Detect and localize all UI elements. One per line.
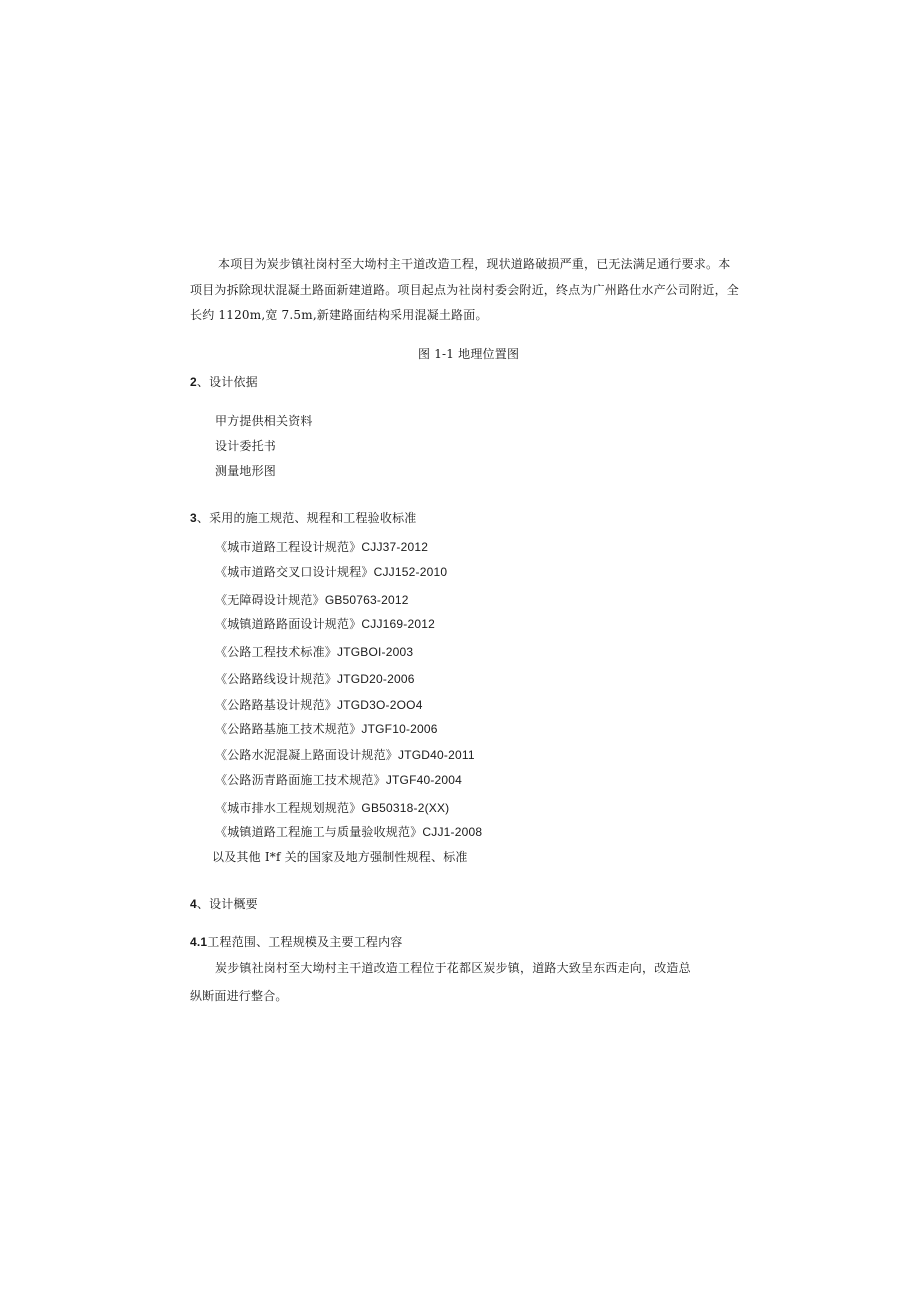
standard-item	[215, 564, 447, 580]
section-4-number: 4	[190, 897, 197, 911]
section-4-title: 、设计概要	[196, 897, 258, 911]
section-2-item: 测量地形图	[215, 464, 277, 478]
section-2-heading	[190, 374, 258, 390]
section-2-item: 设计委托书	[215, 439, 277, 453]
standard-code: GB50763-2012	[324, 593, 409, 607]
standard-item	[215, 592, 409, 608]
section-3-number: 3	[190, 511, 197, 525]
standard-item	[215, 671, 415, 687]
section-3-title: 、采用的施工规范、规程和工程验收标准	[196, 511, 417, 525]
standard-code: CJJ152-2010	[373, 565, 448, 579]
standard-item	[215, 616, 435, 632]
standard-item	[215, 824, 482, 840]
standard-code: JTGBOI-2003	[337, 645, 414, 659]
standard-code: CJJ169-2012	[361, 617, 435, 631]
standard-name: 《城市排水工程规划规范》	[215, 801, 362, 815]
intro-line-3: 长约 1120m,宽 7.5m,新建路面结构采用混凝土路面。	[190, 308, 488, 322]
standard-item	[215, 800, 449, 816]
section-4-1-heading	[190, 934, 403, 950]
section-4-1-number: 4.1	[190, 935, 208, 949]
standard-code: JTGD3O-2OO4	[337, 698, 423, 712]
standard-code: JTGF40-2004	[385, 773, 463, 787]
standard-name: 《城镇道路路面设计规范》	[215, 617, 362, 631]
standards-closing-note: 以及其他 I*f 关的国家及地方强制性规程、标准	[212, 850, 468, 864]
standard-code: JTGF10-2006	[361, 722, 438, 736]
standard-item	[215, 772, 462, 788]
standard-item	[215, 747, 475, 763]
standard-name: 《公路水泥混凝上路面设计规范》	[215, 748, 399, 762]
standard-code: CJJ37-2012	[361, 540, 429, 554]
standard-code: JTGD40-2011	[398, 748, 475, 762]
section-2-title: 、设计依据	[196, 375, 258, 389]
standard-code: JTGD20-2006	[337, 672, 415, 686]
standard-code: CJJ1-2008	[422, 825, 483, 839]
standard-name: 《城市道路工程设计规范》	[215, 540, 362, 554]
standard-item	[215, 697, 423, 713]
section-4-heading	[190, 896, 258, 912]
section-3-heading	[190, 510, 416, 526]
standard-item	[215, 644, 413, 660]
standard-name: 《公路路线设计规范》	[215, 672, 338, 686]
figure-caption: 图 1-1 地理位置图	[418, 347, 520, 361]
standard-name: 《公路路基设计规范》	[215, 698, 338, 712]
section-2-item: 甲方提供相关资料	[215, 414, 313, 428]
standard-name: 《无障碍设计规范》	[215, 593, 325, 607]
standard-name: 《公路工程技术标准》	[215, 645, 338, 659]
section-4-1-line-1: 炭步镇社岗村至大坳村主干道改造工程位于花都区炭步镇，道路大致呈东西走向，改造总	[215, 961, 691, 975]
intro-line-1: 本项目为炭步镇社岗村至大坳村主干道改造工程，现状道路破损严重，已无法满足通行要求。本	[218, 257, 731, 271]
section-4-1-title: 工程范围、工程规模及主要工程内容	[207, 935, 403, 949]
standard-name: 《公路路基施工技术规范》	[215, 722, 362, 736]
intro-line-2: 项目为拆除现状混凝土路面新建道路。项目起点为社岗村委会附近，终点为广州路仕水产公司附近，全	[190, 283, 740, 297]
standard-item	[215, 539, 428, 555]
section-4-1-line-2: 纵断面进行整合。	[190, 989, 288, 1003]
section-2-number: 2	[190, 375, 197, 389]
standard-name: 《城市道路交叉口设计规程》	[215, 565, 374, 579]
standard-code: GB50318-2(XX)	[361, 801, 450, 815]
standard-name: 《城镇道路工程施工与质量验收规范》	[215, 825, 423, 839]
standard-name: 《公路沥青路面施工技术规范》	[215, 773, 386, 787]
standard-item	[215, 721, 438, 737]
